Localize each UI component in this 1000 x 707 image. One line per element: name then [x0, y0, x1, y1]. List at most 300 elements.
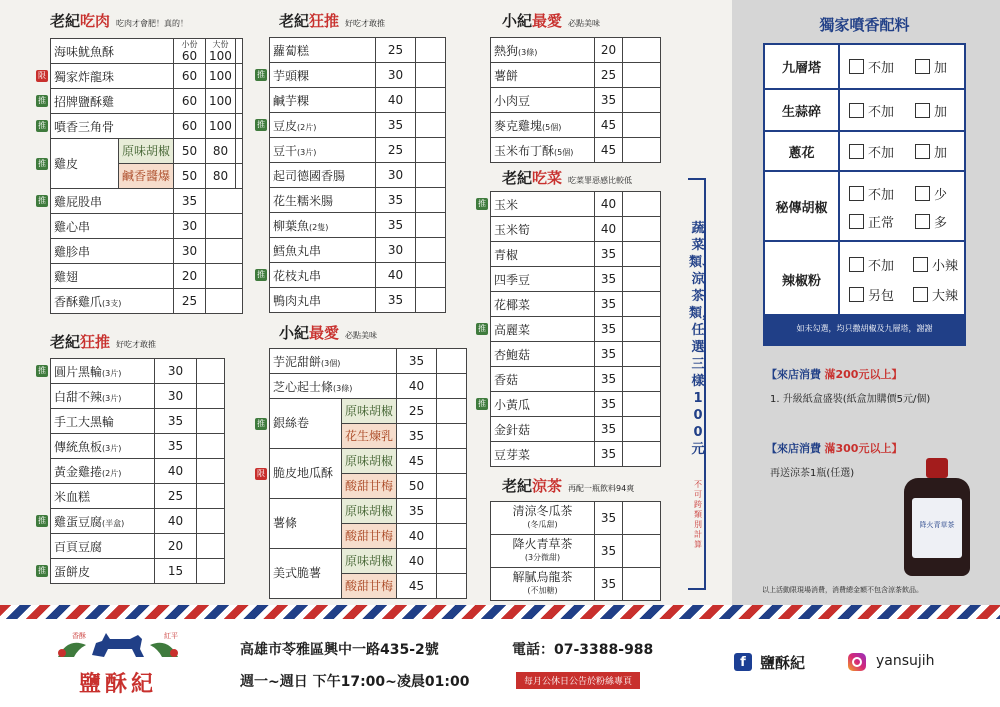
table-row — [270, 138, 446, 163]
section-title-recommend: 老紀狂推 好吃才敢推 — [50, 333, 157, 351]
address: 高雄市苓雅區興中一路435-2號 — [240, 642, 439, 658]
menu-table — [490, 37, 661, 163]
table-row — [491, 242, 661, 267]
item-name: 鴨肉丸串 — [273, 293, 322, 308]
facebook-icon[interactable]: f — [734, 653, 752, 671]
price: 45 — [595, 138, 623, 163]
menu-item — [51, 534, 155, 559]
checkbox[interactable] — [915, 59, 930, 74]
seasoning-label: 九層塔 — [765, 45, 840, 88]
checkbox[interactable] — [915, 103, 930, 118]
item-name: 清涼冬瓜茶 — [512, 504, 573, 518]
price: 35 — [595, 502, 623, 535]
section-title-veg: 老紀吃菜 吃菜罪惡感比較低 — [502, 169, 633, 187]
price: 45 — [397, 449, 437, 474]
menu-item — [38, 559, 155, 584]
table-row — [51, 484, 225, 509]
price: 45 — [397, 574, 437, 599]
table-row — [51, 239, 243, 264]
recommend-badge: 推 — [257, 418, 265, 428]
bottle-label — [912, 498, 962, 558]
section-title-tea: 老紀涼茶 再配一瓶飲料94爽 — [502, 477, 635, 495]
option-none[interactable]: 不加 — [849, 184, 894, 203]
option-add[interactable]: 加 — [915, 142, 947, 161]
table-row — [270, 163, 446, 188]
recommend-badge: 推 — [478, 199, 486, 208]
menu-item — [38, 89, 174, 114]
table-row — [491, 417, 661, 442]
recommend-badge: 推 — [38, 366, 46, 375]
item-name: 小肉豆 — [494, 93, 531, 108]
limited-badge: 限 — [257, 468, 265, 478]
item-note: (2片) — [102, 468, 122, 478]
table-row — [491, 342, 661, 367]
price: 25 — [155, 484, 197, 509]
item-name: 花椰菜 — [494, 297, 531, 312]
logo-left-text: 香酥 — [72, 632, 86, 640]
item-note: (2片) — [297, 122, 317, 132]
menu-column-1 — [38, 10, 243, 584]
checkbox[interactable] — [913, 257, 928, 272]
item-name: 豆芽菜 — [494, 447, 531, 462]
price: 30 — [155, 384, 197, 409]
price-small: 小份 60 — [174, 39, 206, 64]
menu-item — [51, 39, 174, 64]
table-row — [491, 292, 661, 317]
seasoning-label: 秘傳胡椒 — [765, 172, 840, 240]
table-row — [51, 459, 225, 484]
table-row — [270, 349, 467, 374]
table-row — [51, 409, 225, 434]
menu-item — [51, 289, 174, 314]
item-name: 豆干 — [273, 143, 298, 158]
item-name: 花生糯米腸 — [273, 193, 334, 208]
item-name: 招牌鹽酥雞 — [54, 94, 115, 109]
menu-item — [51, 409, 155, 434]
phone: 電話：07-3388-988 — [512, 642, 654, 658]
table-row — [51, 189, 243, 214]
seasoning-label: 辣椒粉 — [765, 242, 840, 316]
option-separate[interactable]: 另包 — [849, 285, 894, 304]
price-small: 60 — [174, 64, 206, 89]
flavor-label: 鹹香醬爆 — [119, 164, 174, 189]
item-name: 美式脆薯 — [273, 566, 322, 580]
price: 30 — [376, 63, 416, 88]
price: 35 — [595, 292, 623, 317]
price: 40 — [397, 524, 437, 549]
item-name: 香酥雞爪 — [54, 294, 103, 309]
option-normal[interactable]: 正常 — [849, 212, 894, 231]
price: 40 — [376, 88, 416, 113]
table-row — [51, 509, 225, 534]
item-name: 圓片黑輪 — [54, 364, 103, 379]
menu-item — [491, 502, 595, 535]
flavor-label: 原味胡椒 — [119, 139, 174, 164]
option-none[interactable]: 不加 — [849, 57, 894, 76]
table-row — [491, 138, 661, 163]
item-name: 花枝丸串 — [273, 268, 322, 283]
item-name: 蛋餅皮 — [54, 564, 91, 579]
table-row — [491, 63, 661, 88]
table-row — [270, 263, 446, 288]
price: 35 — [595, 242, 623, 267]
price-small: 60 — [174, 89, 206, 114]
limited-badge: 限 — [38, 71, 46, 80]
section-title-recommend-2: 老紀狂推 好吃才敢推 — [279, 12, 386, 30]
item-name: 鱈魚丸串 — [273, 243, 322, 258]
checkbox[interactable] — [849, 214, 864, 229]
menu-column-2 — [257, 10, 467, 599]
price: 35 — [397, 499, 437, 524]
seasoning-title: 獨家噴香配料 — [819, 16, 910, 34]
price: 35 — [595, 267, 623, 292]
item-name: 芋泥甜餅 — [273, 354, 322, 369]
table-row — [51, 264, 243, 289]
price: 35 — [595, 367, 623, 392]
seasoning-row-basil — [765, 45, 964, 90]
item-name: 玉米布丁酥 — [494, 143, 555, 158]
menu-item — [38, 509, 155, 534]
item-name: 雞皮 — [54, 157, 79, 171]
item-note: (3片) — [297, 147, 317, 157]
price: 25 — [376, 38, 416, 63]
menu-item — [38, 64, 174, 89]
price: 30 — [376, 163, 416, 188]
item-name: 香菇 — [494, 372, 519, 387]
table-row — [270, 63, 446, 88]
price: 30 — [376, 238, 416, 263]
recommend-badge: 推 — [38, 566, 46, 575]
recommend-badge: 推 — [38, 96, 46, 105]
table-row — [270, 238, 446, 263]
price: 40 — [376, 263, 416, 288]
menu-item — [478, 317, 595, 342]
seasoning-note: 如未勾選，均只撒胡椒及九層塔，謝謝 — [765, 314, 964, 344]
menu-table — [38, 358, 225, 584]
menu-item — [270, 213, 376, 238]
price: 40 — [595, 217, 623, 242]
item-name: 噴香三角骨 — [54, 119, 115, 134]
price: 20 — [155, 534, 197, 559]
table-row — [491, 535, 661, 568]
menu-item — [491, 88, 595, 113]
menu-item — [491, 342, 595, 367]
price: 30 — [174, 214, 206, 239]
table-row — [270, 88, 446, 113]
price: 50 — [397, 474, 437, 499]
option-none[interactable]: 不加 — [849, 255, 894, 274]
price-large: 100 — [206, 114, 236, 139]
item-name: 脆皮地瓜酥 — [273, 466, 334, 480]
menu-item — [38, 359, 155, 384]
item-name: 黃金雞捲 — [54, 464, 103, 479]
checkbox[interactable] — [849, 287, 864, 302]
bottle-label-text: 降火青草茶 — [919, 521, 955, 529]
table-row — [51, 214, 243, 239]
price: 35 — [376, 288, 416, 313]
item-name: 傳統魚板 — [54, 439, 103, 454]
table-row — [51, 559, 225, 584]
menu-item — [491, 63, 595, 88]
recommend-badge: 推 — [38, 121, 46, 130]
item-name: 雞翅 — [54, 269, 79, 284]
facebook-name[interactable]: 鹽酥紀 — [760, 654, 806, 672]
promo-300-text: 再送涼茶1瓶(任選) — [770, 468, 855, 479]
price: 40 — [595, 192, 623, 217]
item-note: (3個) — [321, 358, 341, 368]
price-large: 100 — [206, 89, 236, 114]
menu-item — [491, 442, 595, 467]
checkbox[interactable] — [849, 59, 864, 74]
table-row — [491, 502, 661, 535]
option-mild[interactable]: 小辣 — [913, 255, 958, 274]
option-hot[interactable]: 大辣 — [913, 285, 958, 304]
stripe-divider — [0, 605, 1000, 619]
item-name: 雞屁股串 — [54, 194, 103, 209]
menu-item — [270, 374, 397, 399]
flavor-label: 酸甜甘梅 — [342, 474, 397, 499]
price: 25 — [397, 399, 437, 424]
table-row — [491, 442, 661, 467]
table-row — [270, 399, 467, 424]
item-name: 熱狗 — [494, 43, 519, 58]
combo-offer-note: 不可跨類別計算 — [694, 480, 702, 549]
instagram-icon[interactable] — [848, 653, 866, 671]
table-row — [491, 192, 661, 217]
table-row — [270, 374, 467, 399]
price: 35 — [595, 317, 623, 342]
option-add[interactable]: 加 — [915, 57, 947, 76]
item-name: 青椒 — [494, 247, 519, 262]
menu-item — [38, 189, 174, 214]
menu-table — [478, 191, 661, 467]
price: 40 — [397, 549, 437, 574]
price: 35 — [174, 189, 206, 214]
instagram-handle[interactable]: yansujih — [876, 653, 935, 669]
checkbox[interactable] — [915, 214, 930, 229]
recommend-badge: 推 — [38, 196, 46, 205]
menu-item — [491, 367, 595, 392]
item-name: 百頁豆腐 — [54, 539, 103, 554]
footer — [0, 619, 1000, 707]
price-large: 100 — [206, 64, 236, 89]
price: 40 — [397, 374, 437, 399]
item-note: (不加糖) — [527, 586, 558, 595]
menu-table — [257, 37, 446, 313]
section-title-favorite: 小紀最愛 必點美味 — [279, 324, 378, 342]
price: 35 — [376, 213, 416, 238]
menu-item — [491, 38, 595, 63]
item-name: 金針菇 — [494, 422, 531, 437]
table-row — [491, 317, 661, 342]
menu-item — [51, 434, 155, 459]
checkbox[interactable] — [913, 287, 928, 302]
item-note: (半盒) — [102, 518, 125, 528]
item-name: 芋頭粿 — [273, 68, 310, 83]
seasoning-row-pepper — [765, 172, 964, 242]
menu-item — [51, 239, 174, 264]
option-none[interactable]: 不加 — [849, 101, 894, 120]
menu-item — [491, 292, 595, 317]
flavor-label: 原味胡椒 — [342, 399, 397, 424]
table-row — [491, 113, 661, 138]
item-name: 柳葉魚 — [273, 218, 310, 233]
item-note: (3片) — [102, 393, 122, 403]
price: 35 — [376, 188, 416, 213]
menu-item — [51, 384, 155, 409]
seasoning-row-scallion — [765, 132, 964, 172]
seasoning-label: 生蒜碎 — [765, 90, 840, 130]
table-row — [491, 88, 661, 113]
item-note: (3支) — [102, 298, 122, 308]
price-small: 60 — [174, 114, 206, 139]
recommend-badge: 推 — [257, 70, 265, 79]
price-large: 80 — [206, 139, 236, 164]
price: 20 — [595, 38, 623, 63]
menu-item — [51, 459, 155, 484]
price: 35 — [595, 535, 623, 568]
price: 35 — [595, 417, 623, 442]
checkbox[interactable] — [849, 103, 864, 118]
item-name: 獨家炸龍珠 — [54, 69, 115, 84]
item-name: 豆皮 — [273, 118, 298, 133]
menu-item — [491, 267, 595, 292]
menu-item — [257, 399, 342, 449]
item-name: 海味魷魚酥 — [54, 44, 115, 59]
item-note: (3條) — [333, 383, 353, 393]
item-name: 手工大黑輪 — [54, 414, 115, 429]
option-less[interactable]: 少 — [915, 184, 947, 203]
menu-item — [491, 417, 595, 442]
table-row — [270, 213, 446, 238]
seasoning-row-chili — [765, 242, 964, 316]
logo-right-text: 紅平 — [164, 632, 178, 640]
price-large: 80 — [206, 164, 236, 189]
table-row — [270, 288, 446, 313]
table-row — [51, 384, 225, 409]
price: 35 — [595, 342, 623, 367]
price-small: 50 — [174, 139, 206, 164]
menu-item — [257, 449, 342, 499]
seasoning-row-garlic — [765, 90, 964, 132]
item-name: 芝心起士條 — [273, 379, 334, 394]
menu-item — [51, 214, 174, 239]
item-note: (3片) — [102, 443, 122, 453]
item-note: (2隻) — [309, 222, 329, 232]
menu-item — [257, 63, 376, 88]
checkbox[interactable] — [915, 144, 930, 159]
price: 45 — [595, 113, 623, 138]
promo-300: 【來店消費 滿300元以上】 — [766, 442, 903, 455]
price: 35 — [595, 442, 623, 467]
menu-item — [51, 484, 155, 509]
checkbox[interactable] — [915, 186, 930, 201]
item-name: 銀絲卷 — [273, 416, 310, 430]
brand-logo-text: 鹽酥紀 — [78, 672, 157, 697]
table-row — [51, 434, 225, 459]
recommend-badge: 推 — [478, 324, 486, 333]
promo-200-text: 1. 升級紙盒盛裝(紙盒加購價5元/個) — [770, 394, 931, 405]
menu-item — [257, 263, 376, 288]
menu-column-3 — [478, 10, 661, 601]
price: 20 — [174, 264, 206, 289]
bottle-cap — [926, 458, 948, 478]
hours: 週一~週日 下午17:00~凌晨01:00 — [240, 674, 470, 690]
checkbox[interactable] — [849, 257, 864, 272]
table-row — [270, 449, 467, 474]
price: 30 — [155, 359, 197, 384]
menu-item — [270, 349, 397, 374]
price: 40 — [155, 459, 197, 484]
table-row — [491, 392, 661, 417]
price-large: 大份 100 — [206, 39, 236, 64]
menu-item — [491, 535, 595, 568]
price: 35 — [155, 409, 197, 434]
item-note: (3條) — [518, 47, 538, 57]
price: 25 — [595, 63, 623, 88]
flavor-label: 原味胡椒 — [342, 549, 397, 574]
option-none[interactable]: 不加 — [849, 142, 894, 161]
menu-item — [38, 139, 119, 189]
price: 35 — [595, 568, 623, 601]
item-name: 薯條 — [273, 516, 298, 530]
recommend-badge: 推 — [38, 516, 46, 525]
table-row — [51, 359, 225, 384]
menu-item — [270, 163, 376, 188]
menu-item — [270, 38, 376, 63]
menu-table-tea — [490, 501, 661, 601]
menu-item — [270, 188, 376, 213]
menu-item — [270, 499, 342, 549]
tea-bottle — [904, 478, 970, 576]
item-note: (3片) — [102, 368, 122, 378]
item-name: 薯餅 — [494, 68, 519, 83]
checkbox[interactable] — [849, 186, 864, 201]
seasoning-label: 蔥花 — [765, 132, 840, 170]
menu-item — [270, 549, 342, 599]
item-name: 雞心串 — [54, 219, 91, 234]
price: 30 — [174, 239, 206, 264]
price: 40 — [155, 509, 197, 534]
flavor-label: 原味胡椒 — [342, 449, 397, 474]
flavor-label: 原味胡椒 — [342, 499, 397, 524]
promo-disclaimer: 以上活動限現場消費，消費總金額不包含涼茶飲品。 — [762, 586, 923, 594]
table-row — [51, 39, 243, 64]
menu-item — [491, 138, 595, 163]
item-name: 高麗菜 — [494, 322, 531, 337]
menu-item — [51, 264, 174, 289]
promo-200: 【來店消費 滿200元以上】 — [766, 368, 903, 381]
table-row — [270, 188, 446, 213]
item-note: (冬瓜甜) — [527, 520, 558, 529]
table-row — [491, 367, 661, 392]
item-note: (5個) — [542, 122, 562, 132]
option-add[interactable]: 加 — [915, 101, 947, 120]
menu-item — [270, 138, 376, 163]
combo-offer-text: 蔬菜類、涼茶類，任選三樣100元 — [689, 221, 716, 457]
menu-item — [257, 113, 376, 138]
option-more[interactable]: 多 — [915, 212, 947, 231]
item-name: 四季豆 — [494, 272, 531, 287]
item-name: 米血糕 — [54, 489, 91, 504]
price: 35 — [397, 349, 437, 374]
table-row — [51, 89, 243, 114]
table-row — [491, 38, 661, 63]
checkbox[interactable] — [849, 144, 864, 159]
table-row — [51, 534, 225, 559]
table-row — [491, 217, 661, 242]
table-row — [270, 549, 467, 574]
